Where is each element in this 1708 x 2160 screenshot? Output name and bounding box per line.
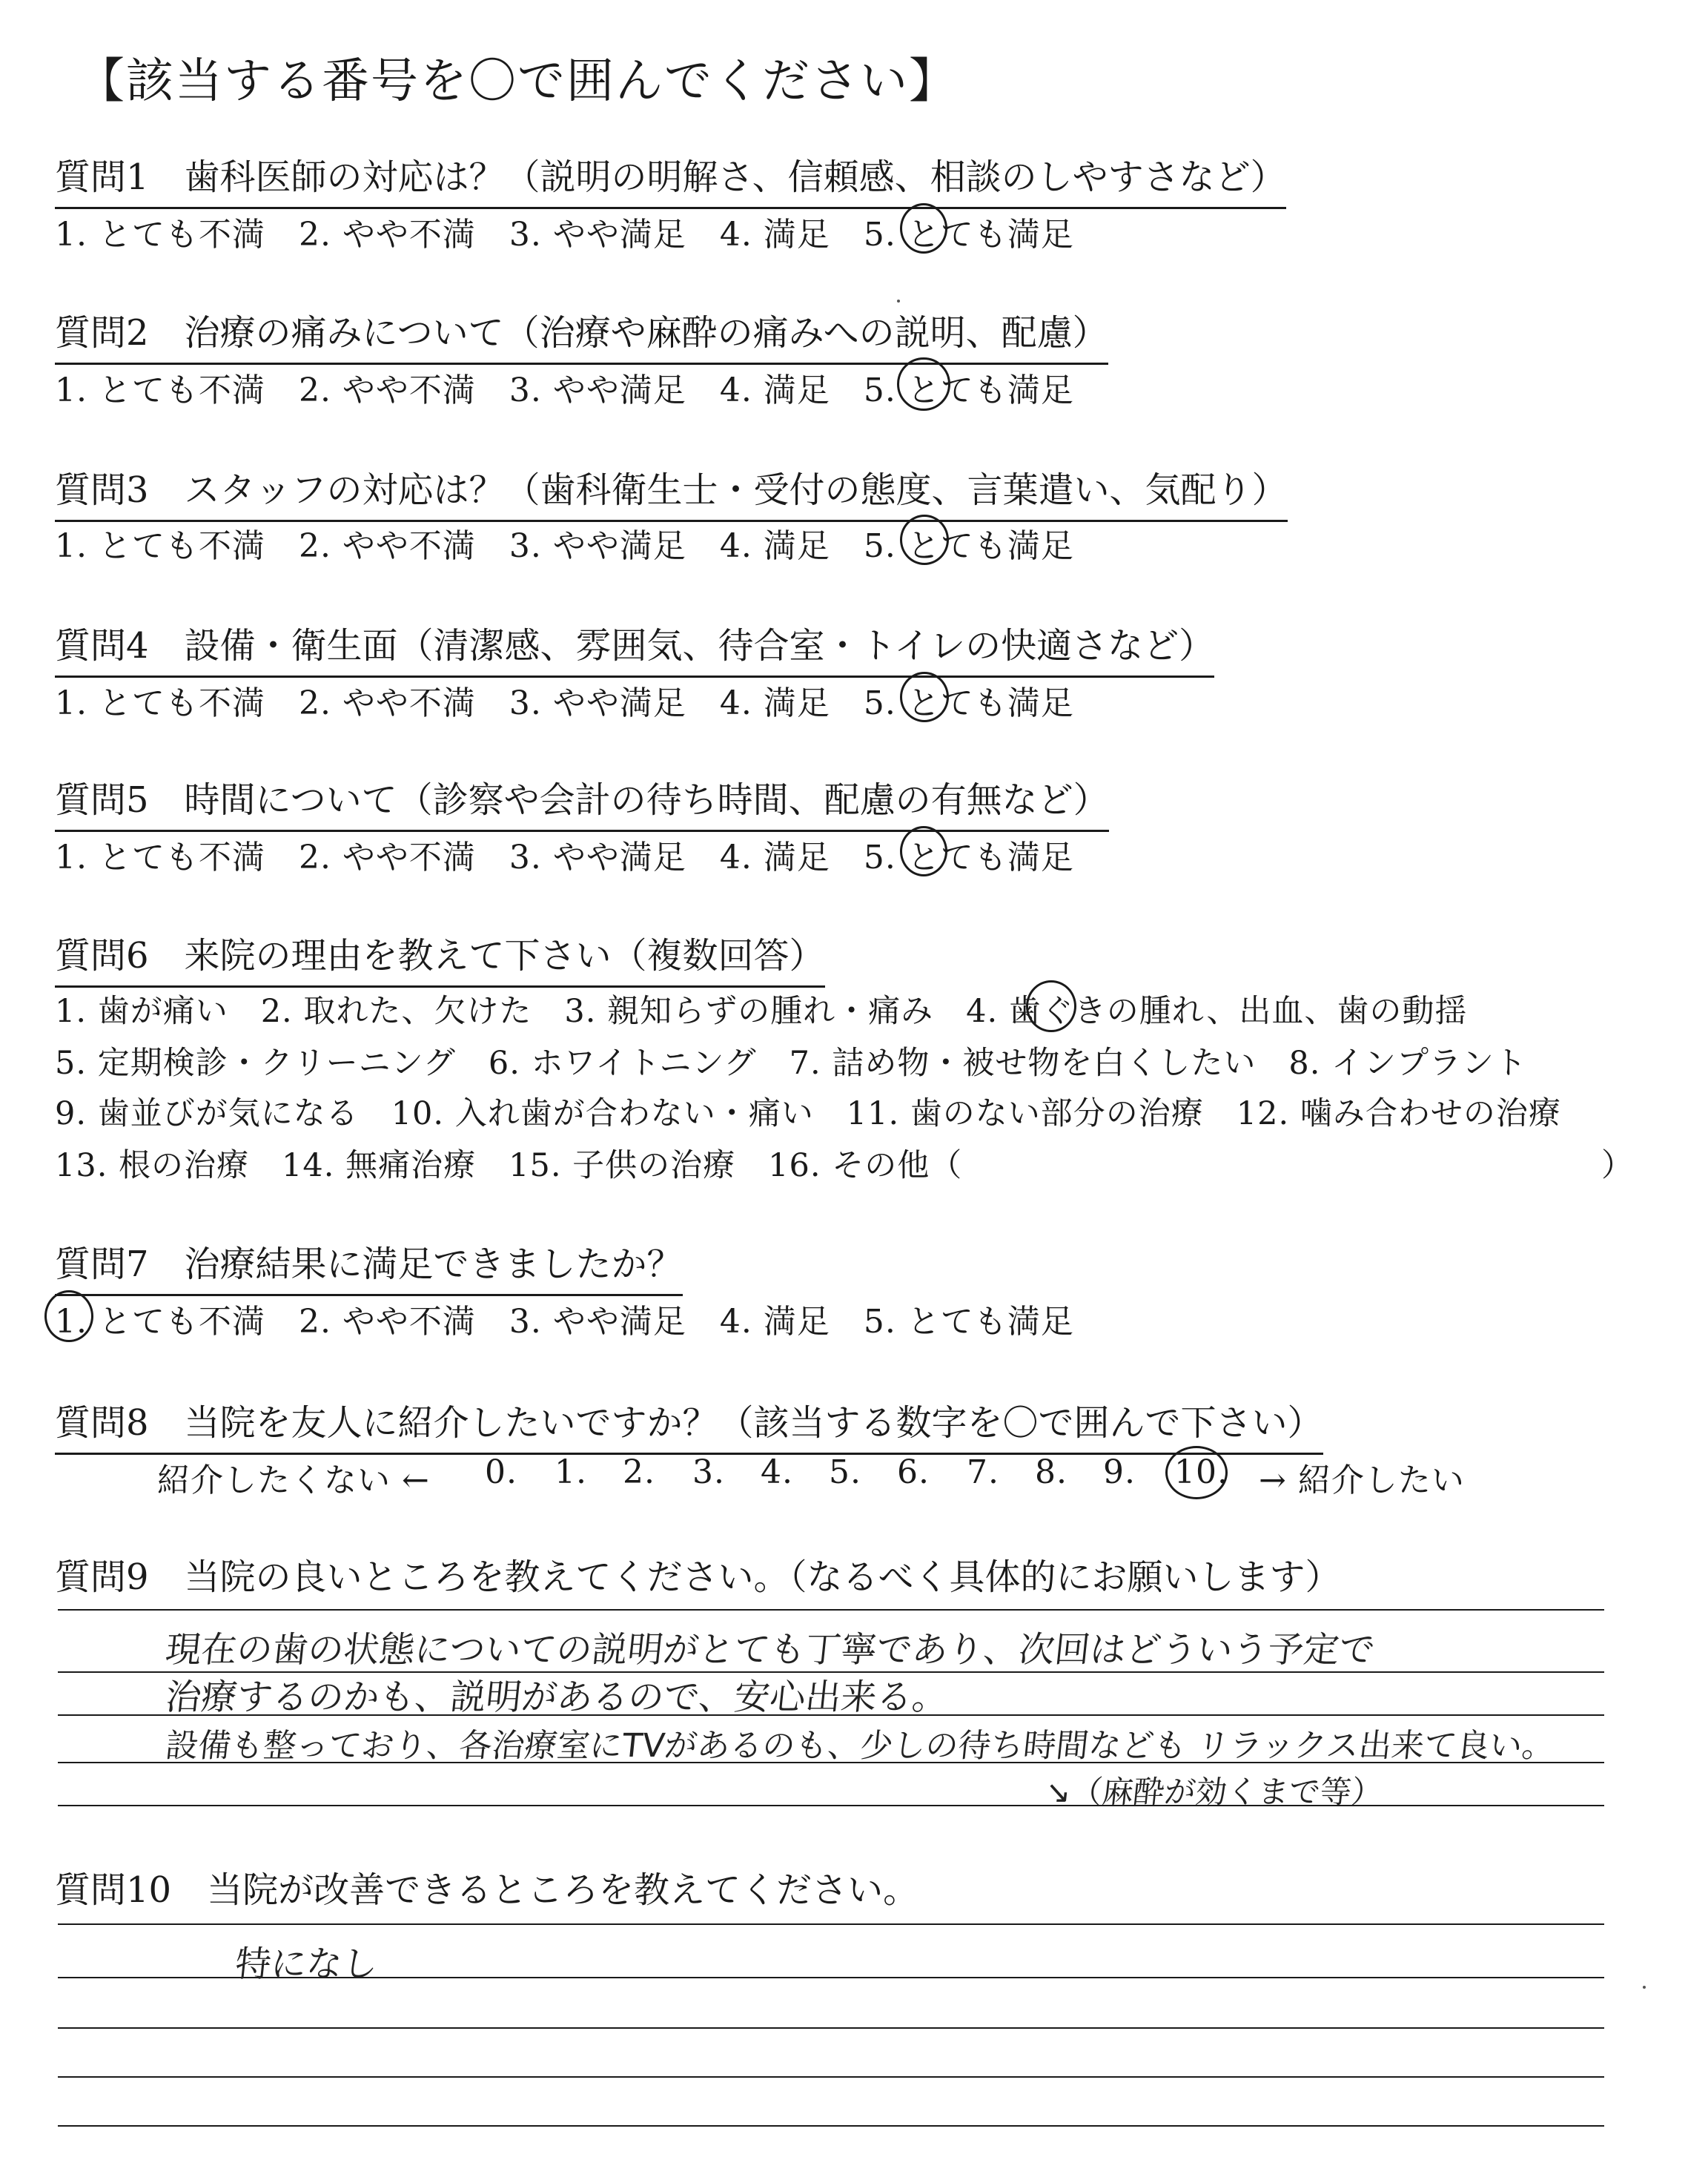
scan-speck xyxy=(1643,1986,1646,1989)
question-6-options-row-4[interactable]: 13. 根の治療 14. 無痛治療 15. 子供の治療 16. その他（ xyxy=(55,1147,963,1184)
question-5-selected-circle xyxy=(900,826,947,876)
question-7-selected-circle xyxy=(44,1290,93,1342)
question-6-options-row-3[interactable]: 9. 歯並びが気になる 10. 入れ歯が合わない・痛い 11. 歯のない部分の治療 12. 噛み合わせの治療 xyxy=(55,1095,1561,1132)
question-7-options[interactable]: 1. とても不満 2. やや不満 3. やや満足 4. 満足 5. とても満足 xyxy=(55,1303,1074,1341)
question-8-scale-1[interactable]: 1. xyxy=(555,1453,587,1491)
question-8-scale-5[interactable]: 5. xyxy=(829,1453,861,1491)
q9-handwritten-line-1[interactable]: 現在の歯の状態についての説明がとても丁寧であり、次回はどういう予定で xyxy=(163,1629,1377,1671)
question-3-title: 質問3 スタッフの対応は？（歯科衛生士・受付の態度、言葉遣い、気配り） xyxy=(55,461,1288,522)
q9-handwritten-line-2[interactable]: 治療するのかも、説明があるので、安心出来る。 xyxy=(163,1677,950,1718)
q9-handwritten-note: ↘（麻酔が効くまで等） xyxy=(1043,1774,1385,1810)
q10-writing-line-4 xyxy=(58,2076,1604,2078)
question-3-selected-circle xyxy=(900,515,949,565)
question-10-title: 質問10 当院が改善できるところを教えてください。 xyxy=(55,1869,919,1911)
question-9-title: 質問9 当院の良いところを教えてください。（なるべく具体的にお願いします） xyxy=(55,1556,1341,1598)
question-4-options[interactable]: 1. とても不満 2. やや不満 3. やや満足 4. 満足 5. とても満足 xyxy=(55,684,1074,722)
question-8-scale-10[interactable]: 10. xyxy=(1174,1453,1228,1491)
question-7-title: 質問7 治療結果に満足できましたか？ xyxy=(55,1235,683,1296)
question-8-scale-0[interactable]: 0. xyxy=(485,1453,517,1491)
q10-writing-line-5 xyxy=(58,2125,1604,2127)
question-8-title: 質問8 当院を友人に紹介したいですか？（該当する数字を〇で囲んで下さい） xyxy=(55,1394,1323,1455)
question-8-left-label: 紹介したくない ← xyxy=(157,1462,430,1499)
question-2-title: 質問2 治療の痛みについて（治療や麻酔の痛みへの説明、配慮） xyxy=(55,304,1108,365)
question-1-title: 質問1 歯科医師の対応は？（説明の明解さ、信頼感、相談のしやすさなど） xyxy=(55,148,1286,209)
question-5-options[interactable]: 1. とても不満 2. やや不満 3. やや満足 4. 満足 5. とても満足 xyxy=(55,839,1074,876)
scan-speck xyxy=(897,300,900,303)
question-6-options-row-2[interactable]: 5. 定期検診・クリーニング 6. ホワイトニング 7. 詰め物・被せ物を白くしたい 8. インプラント xyxy=(55,1045,1528,1082)
q9-writing-line-1 xyxy=(58,1609,1604,1611)
q10-writing-line-3 xyxy=(58,2027,1604,2029)
question-8-scale-6[interactable]: 6. xyxy=(897,1453,930,1491)
question-6-title: 質問6 来院の理由を教えて下さい（複数回答） xyxy=(55,927,825,988)
question-5-title: 質問5 時間について（診察や会計の待ち時間、配慮の有無など） xyxy=(55,771,1109,832)
question-4-selected-circle xyxy=(900,672,949,722)
question-8-scale-7[interactable]: 7. xyxy=(967,1453,999,1491)
question-8-scale-9[interactable]: 9. xyxy=(1103,1453,1136,1491)
question-8-scale-3[interactable]: 3. xyxy=(692,1453,725,1491)
q10-handwritten-answer[interactable]: 特になし xyxy=(233,1943,380,1985)
q9-handwritten-line-3[interactable]: 設備も整っており、各治療室にTVがあるのも、少しの待ち時間なども リラックス出来て良い。 xyxy=(163,1727,1557,1765)
question-8-right-label: → 紹介したい xyxy=(1259,1462,1465,1499)
q10-writing-line-1 xyxy=(58,1923,1604,1925)
question-6-selected-circle xyxy=(1026,980,1076,1032)
question-1-options[interactable]: 1. とても不満 2. やや不満 3. やや満足 4. 満足 5. とても満足 xyxy=(55,216,1074,254)
question-1-selected-circle xyxy=(900,203,947,254)
question-8-scale-4[interactable]: 4. xyxy=(761,1453,793,1491)
question-2-selected-circle xyxy=(897,357,950,411)
question-8-scale-2[interactable]: 2. xyxy=(623,1453,655,1491)
question-8-selected-circle xyxy=(1165,1446,1228,1499)
question-3-options[interactable]: 1. とても不満 2. やや不満 3. やや満足 4. 満足 5. とても満足 xyxy=(55,527,1074,565)
instruction-heading: 【該当する番号を〇で囲んでください】 xyxy=(77,54,958,109)
question-2-options[interactable]: 1. とても不満 2. やや不満 3. やや満足 4. 満足 5. とても満足 xyxy=(55,371,1074,409)
question-8-scale-8[interactable]: 8. xyxy=(1035,1453,1068,1491)
question-6-other-close-paren: ） xyxy=(1601,1147,1634,1184)
question-4-title: 質問4 設備・衛生面（清潔感、雰囲気、待合室・トイレの快適さなど） xyxy=(55,617,1214,678)
question-6-options-row-1[interactable]: 1. 歯が痛い 2. 取れた、欠けた 3. 親知らずの腫れ・痛み 4. 歯ぐきの腫れ、出血、歯の動揺 xyxy=(55,993,1468,1030)
